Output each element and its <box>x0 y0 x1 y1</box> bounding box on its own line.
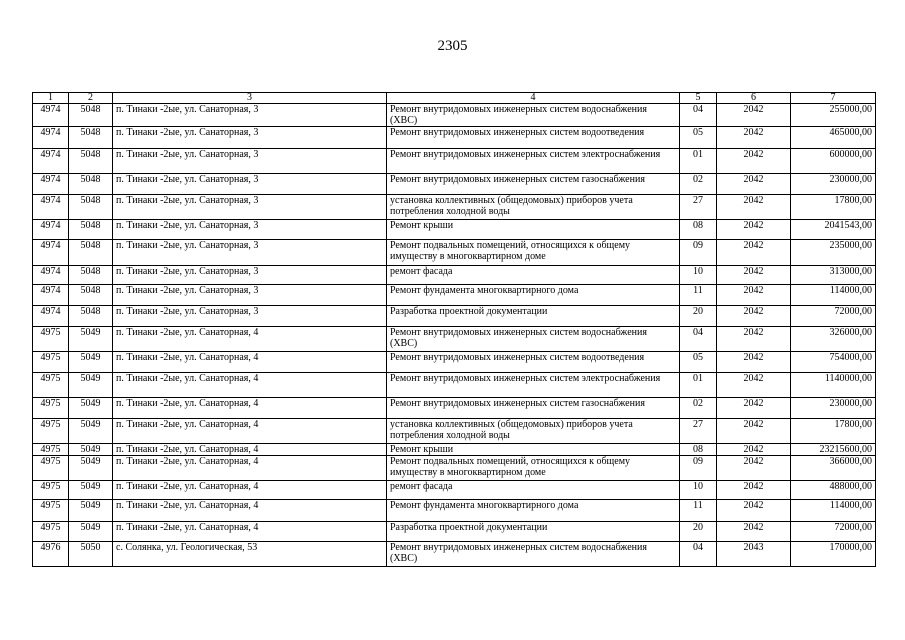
table-row <box>33 285 876 306</box>
table-row <box>33 398 876 419</box>
cell-cost: 17800,00 <box>791 195 876 220</box>
cell-object-id: 5050 <box>69 542 113 567</box>
cell-address: п. Тинаки -2ые, ул. Санаторная, 3 <box>113 220 387 240</box>
cell-cost: 255000,00 <box>791 104 876 127</box>
cell-work-code: 20 <box>680 306 717 327</box>
cell-house-id: 4975 <box>33 500 69 522</box>
table-row <box>33 373 876 398</box>
cell-address: п. Тинаки -2ые, ул. Санаторная, 3 <box>113 195 387 220</box>
cell-work-code: 01 <box>680 149 717 174</box>
cell-work-type: Ремонт внутридомовых инженерных систем водоснабжения (ХВС) <box>387 327 680 352</box>
cell-work-code: 02 <box>680 398 717 419</box>
cell-object-id: 5048 <box>69 195 113 220</box>
cell-address: п. Тинаки -2ые, ул. Санаторная, 4 <box>113 500 387 522</box>
cell-cost: 465000,00 <box>791 127 876 149</box>
cell-work-type: Ремонт внутридомовых инженерных систем водоснабжения (ХВС) <box>387 104 680 127</box>
table-row <box>33 444 876 456</box>
cell-work-code: 10 <box>680 481 717 500</box>
cell-address: п. Тинаки -2ые, ул. Санаторная, 3 <box>113 285 387 306</box>
column-header: 3 <box>113 93 387 104</box>
cell-object-id: 5049 <box>69 373 113 398</box>
cell-house-id: 4974 <box>33 149 69 174</box>
cell-cost: 488000,00 <box>791 481 876 500</box>
cell-year: 2042 <box>717 149 791 174</box>
cell-object-id: 5048 <box>69 220 113 240</box>
cell-house-id: 4974 <box>33 127 69 149</box>
cell-cost: 366000,00 <box>791 456 876 481</box>
column-header: 4 <box>387 93 680 104</box>
cell-year: 2042 <box>717 285 791 306</box>
cell-work-code: 05 <box>680 352 717 373</box>
table-row <box>33 481 876 500</box>
cell-work-type: ремонт фасада <box>387 481 680 500</box>
column-header: 2 <box>69 93 113 104</box>
cell-address: п. Тинаки -2ые, ул. Санаторная, 4 <box>113 444 387 456</box>
table-row <box>33 352 876 373</box>
cell-work-type: Ремонт внутридомовых инженерных систем газоснабжения <box>387 174 680 195</box>
cell-work-code: 04 <box>680 104 717 127</box>
cell-work-code: 27 <box>680 419 717 444</box>
cell-work-code: 08 <box>680 220 717 240</box>
cell-house-id: 4975 <box>33 481 69 500</box>
cell-year: 2042 <box>717 500 791 522</box>
cell-cost: 72000,00 <box>791 306 876 327</box>
cell-house-id: 4975 <box>33 398 69 419</box>
table-row <box>33 456 876 481</box>
cell-object-id: 5049 <box>69 419 113 444</box>
cell-cost: 313000,00 <box>791 266 876 285</box>
cell-cost: 170000,00 <box>791 542 876 567</box>
cell-object-id: 5049 <box>69 398 113 419</box>
column-header: 7 <box>791 93 876 104</box>
cell-year: 2042 <box>717 327 791 352</box>
table-row <box>33 220 876 240</box>
cell-object-id: 5049 <box>69 500 113 522</box>
cell-object-id: 5048 <box>69 240 113 266</box>
cell-object-id: 5048 <box>69 104 113 127</box>
cell-work-type: Ремонт крыши <box>387 444 680 456</box>
cell-work-type: Разработка проектной документации <box>387 306 680 327</box>
cell-cost: 23215600,00 <box>791 444 876 456</box>
cell-object-id: 5049 <box>69 352 113 373</box>
table-row <box>33 127 876 149</box>
table-row <box>33 149 876 174</box>
cell-cost: 114000,00 <box>791 500 876 522</box>
cell-year: 2042 <box>717 240 791 266</box>
table-row <box>33 419 876 444</box>
cell-address: с. Солянка, ул. Геологическая, 53 <box>113 542 387 567</box>
cell-cost: 600000,00 <box>791 149 876 174</box>
cell-work-code: 20 <box>680 522 717 542</box>
cell-work-code: 08 <box>680 444 717 456</box>
cell-cost: 754000,00 <box>791 352 876 373</box>
cell-work-type: Ремонт внутридомовых инженерных систем электроснабжения <box>387 373 680 398</box>
cell-address: п. Тинаки -2ые, ул. Санаторная, 4 <box>113 373 387 398</box>
cell-house-id: 4974 <box>33 104 69 127</box>
cell-work-type: Ремонт подвальных помещений, относящихся к общему имуществу в многоквартирном доме <box>387 240 680 266</box>
cell-work-code: 11 <box>680 500 717 522</box>
cell-cost: 230000,00 <box>791 398 876 419</box>
cell-address: п. Тинаки -2ые, ул. Санаторная, 3 <box>113 104 387 127</box>
column-number-row <box>33 93 876 104</box>
cell-object-id: 5049 <box>69 522 113 542</box>
cell-address: п. Тинаки -2ые, ул. Санаторная, 4 <box>113 352 387 373</box>
cell-object-id: 5049 <box>69 456 113 481</box>
cell-work-type: ремонт фасада <box>387 266 680 285</box>
table-body <box>33 104 876 567</box>
cell-year: 2042 <box>717 352 791 373</box>
cell-address: п. Тинаки -2ые, ул. Санаторная, 4 <box>113 522 387 542</box>
cell-address: п. Тинаки -2ые, ул. Санаторная, 3 <box>113 266 387 285</box>
cell-work-type: Ремонт внутридомовых инженерных систем газоснабжения <box>387 398 680 419</box>
table-row <box>33 306 876 327</box>
table-row <box>33 327 876 352</box>
cell-year: 2042 <box>717 398 791 419</box>
cell-cost: 230000,00 <box>791 174 876 195</box>
cell-work-type: установка коллективных (общедомовых) приборов учета потребления холодной воды <box>387 195 680 220</box>
cell-address: п. Тинаки -2ые, ул. Санаторная, 3 <box>113 306 387 327</box>
repair-schedule-table <box>32 92 876 567</box>
table-row <box>33 522 876 542</box>
table-row <box>33 104 876 127</box>
cell-house-id: 4975 <box>33 444 69 456</box>
cell-work-code: 10 <box>680 266 717 285</box>
cell-house-id: 4974 <box>33 220 69 240</box>
cell-cost: 114000,00 <box>791 285 876 306</box>
cell-year: 2042 <box>717 174 791 195</box>
cell-year: 2042 <box>717 456 791 481</box>
cell-year: 2042 <box>717 481 791 500</box>
cell-work-code: 09 <box>680 456 717 481</box>
cell-work-code: 05 <box>680 127 717 149</box>
table-row <box>33 240 876 266</box>
cell-object-id: 5048 <box>69 174 113 195</box>
cell-work-type: Разработка проектной документации <box>387 522 680 542</box>
cell-house-id: 4974 <box>33 285 69 306</box>
cell-year: 2042 <box>717 522 791 542</box>
cell-work-type: установка коллективных (общедомовых) приборов учета потребления холодной воды <box>387 419 680 444</box>
column-header: 6 <box>717 93 791 104</box>
cell-address: п. Тинаки -2ые, ул. Санаторная, 3 <box>113 174 387 195</box>
cell-house-id: 4974 <box>33 266 69 285</box>
cell-house-id: 4974 <box>33 174 69 195</box>
cell-address: п. Тинаки -2ые, ул. Санаторная, 4 <box>113 419 387 444</box>
cell-work-code: 04 <box>680 542 717 567</box>
cell-work-type: Ремонт внутридомовых инженерных систем электроснабжения <box>387 149 680 174</box>
cell-work-type: Ремонт фундамента многоквартирного дома <box>387 285 680 306</box>
table-row <box>33 500 876 522</box>
cell-work-type: Ремонт внутридомовых инженерных систем водоотведения <box>387 352 680 373</box>
table-row <box>33 542 876 567</box>
cell-cost: 72000,00 <box>791 522 876 542</box>
cell-work-code: 04 <box>680 327 717 352</box>
cell-work-type: Ремонт фундамента многоквартирного дома <box>387 500 680 522</box>
cell-house-id: 4975 <box>33 419 69 444</box>
cell-year: 2042 <box>717 104 791 127</box>
cell-house-id: 4975 <box>33 327 69 352</box>
column-header: 5 <box>680 93 717 104</box>
column-header: 1 <box>33 93 69 104</box>
cell-cost: 235000,00 <box>791 240 876 266</box>
cell-house-id: 4975 <box>33 352 69 373</box>
cell-cost: 17800,00 <box>791 419 876 444</box>
cell-work-code: 09 <box>680 240 717 266</box>
cell-object-id: 5048 <box>69 266 113 285</box>
page-number: 2305 <box>437 38 468 54</box>
table-row <box>33 266 876 285</box>
cell-address: п. Тинаки -2ые, ул. Санаторная, 4 <box>113 481 387 500</box>
cell-year: 2043 <box>717 542 791 567</box>
cell-address: п. Тинаки -2ые, ул. Санаторная, 4 <box>113 456 387 481</box>
cell-year: 2042 <box>717 266 791 285</box>
cell-object-id: 5048 <box>69 285 113 306</box>
cell-work-code: 01 <box>680 373 717 398</box>
cell-house-id: 4976 <box>33 542 69 567</box>
cell-year: 2042 <box>717 127 791 149</box>
cell-work-code: 27 <box>680 195 717 220</box>
cell-work-type: Ремонт подвальных помещений, относящихся к общему имуществу в многоквартирном доме <box>387 456 680 481</box>
cell-work-type: Ремонт крыши <box>387 220 680 240</box>
cell-house-id: 4974 <box>33 240 69 266</box>
cell-work-code: 02 <box>680 174 717 195</box>
table-row <box>33 195 876 220</box>
cell-work-type: Ремонт внутридомовых инженерных систем водоснабжения (ХВС) <box>387 542 680 567</box>
cell-object-id: 5048 <box>69 127 113 149</box>
cell-house-id: 4975 <box>33 456 69 481</box>
cell-object-id: 5048 <box>69 306 113 327</box>
cell-year: 2042 <box>717 306 791 327</box>
cell-address: п. Тинаки -2ые, ул. Санаторная, 4 <box>113 327 387 352</box>
cell-house-id: 4975 <box>33 373 69 398</box>
cell-cost: 2041543,00 <box>791 220 876 240</box>
cell-house-id: 4975 <box>33 522 69 542</box>
cell-year: 2042 <box>717 195 791 220</box>
cell-cost: 1140000,00 <box>791 373 876 398</box>
table-row <box>33 174 876 195</box>
cell-object-id: 5049 <box>69 327 113 352</box>
cell-object-id: 5049 <box>69 444 113 456</box>
cell-year: 2042 <box>717 220 791 240</box>
cell-address: п. Тинаки -2ые, ул. Санаторная, 3 <box>113 149 387 174</box>
cell-house-id: 4974 <box>33 195 69 220</box>
cell-object-id: 5048 <box>69 149 113 174</box>
cell-cost: 326000,00 <box>791 327 876 352</box>
cell-address: п. Тинаки -2ые, ул. Санаторная, 3 <box>113 127 387 149</box>
cell-address: п. Тинаки -2ые, ул. Санаторная, 3 <box>113 240 387 266</box>
cell-address: п. Тинаки -2ые, ул. Санаторная, 4 <box>113 398 387 419</box>
cell-work-code: 11 <box>680 285 717 306</box>
cell-work-type: Ремонт внутридомовых инженерных систем водоотведения <box>387 127 680 149</box>
cell-year: 2042 <box>717 419 791 444</box>
cell-house-id: 4974 <box>33 306 69 327</box>
cell-object-id: 5049 <box>69 481 113 500</box>
cell-year: 2042 <box>717 373 791 398</box>
cell-year: 2042 <box>717 444 791 456</box>
